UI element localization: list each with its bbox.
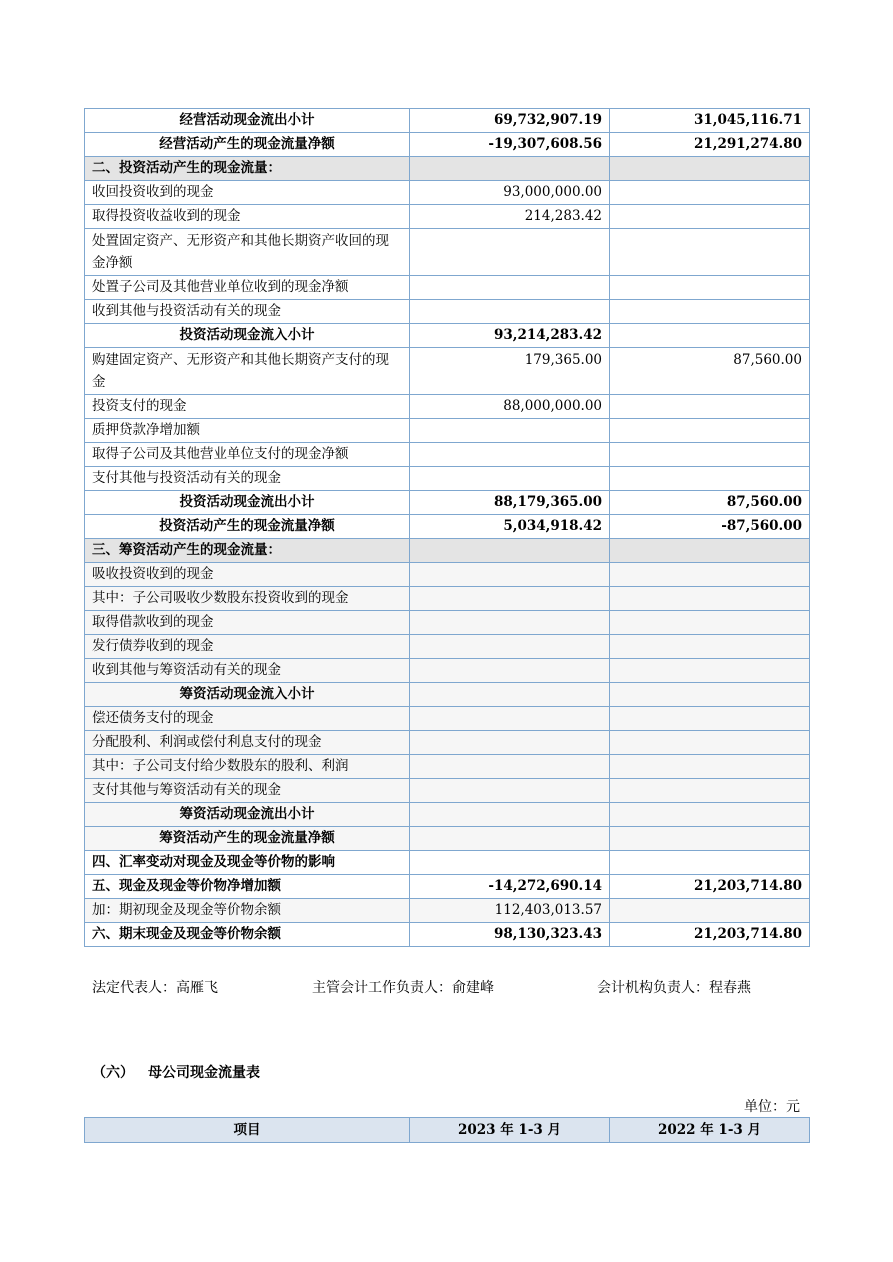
table-row	[85, 419, 810, 443]
table-row	[85, 348, 810, 395]
row-label: 五、现金及现金等价物净增加额	[85, 875, 410, 899]
value-2023-q1: 93,000,000.00	[410, 181, 610, 205]
table-row	[85, 779, 810, 803]
unit-label: 单位：元	[744, 1099, 800, 1115]
table-row	[85, 875, 810, 899]
row-label: 收回投资收到的现金	[85, 181, 410, 205]
value-2023-q1	[410, 539, 610, 563]
header-item: 项目	[85, 1118, 410, 1143]
table-row	[85, 395, 810, 419]
value-2023-q1	[410, 419, 610, 443]
row-label: 投资活动产生的现金流量净额	[85, 515, 410, 539]
value-2023-q1	[410, 443, 610, 467]
row-label: 投资活动现金流出小计	[85, 491, 410, 515]
value-2022-q1	[610, 229, 810, 276]
value-2022-q1	[610, 419, 810, 443]
row-label: 质押贷款净增加额	[85, 419, 410, 443]
row-label: 处置子公司及其他营业单位收到的现金净额	[85, 276, 410, 300]
value-2022-q1	[610, 611, 810, 635]
value-2023-q1: 88,000,000.00	[410, 395, 610, 419]
row-label: 三、筹资活动产生的现金流量：	[85, 539, 410, 563]
row-label: 处置固定资产、无形资产和其他长期资产收回的现金净额	[85, 229, 410, 276]
section-number: （六）	[92, 1065, 134, 1081]
table-row	[85, 755, 810, 779]
value-2022-q1	[610, 467, 810, 491]
table-row	[85, 109, 810, 133]
value-2022-q1	[610, 851, 810, 875]
value-2023-q1	[410, 276, 610, 300]
value-2022-q1	[610, 587, 810, 611]
accounting-org-head: 会计机构负责人：程春燕	[597, 980, 751, 996]
table-row	[85, 659, 810, 683]
section-title	[92, 1062, 260, 1082]
value-2022-q1	[610, 683, 810, 707]
value-2023-q1: -19,307,608.56	[410, 133, 610, 157]
row-label: 取得投资收益收到的现金	[85, 205, 410, 229]
table-row	[85, 324, 810, 348]
table-row	[85, 707, 810, 731]
value-2023-q1: 112,403,013.57	[410, 899, 610, 923]
row-label: 取得子公司及其他营业单位支付的现金净额	[85, 443, 410, 467]
row-label: 筹资活动现金流入小计	[85, 683, 410, 707]
value-2022-q1	[610, 539, 810, 563]
value-2022-q1	[610, 181, 810, 205]
value-2022-q1: 87,560.00	[610, 348, 810, 395]
value-2022-q1	[610, 300, 810, 324]
value-2023-q1	[410, 779, 610, 803]
value-2022-q1: 21,203,714.80	[610, 875, 810, 899]
value-2022-q1	[610, 205, 810, 229]
row-label: 其中：子公司支付给少数股东的股利、利润	[85, 755, 410, 779]
parent-cash-flow-header	[84, 1117, 810, 1143]
value-2023-q1	[410, 851, 610, 875]
value-2022-q1	[610, 803, 810, 827]
value-2022-q1	[610, 827, 810, 851]
value-2022-q1	[610, 395, 810, 419]
table-row	[85, 803, 810, 827]
value-2022-q1	[610, 779, 810, 803]
row-label: 支付其他与筹资活动有关的现金	[85, 779, 410, 803]
table-row	[85, 611, 810, 635]
row-label: 取得借款收到的现金	[85, 611, 410, 635]
value-2022-q1	[610, 731, 810, 755]
value-2023-q1	[410, 563, 610, 587]
value-2023-q1	[410, 707, 610, 731]
header-row	[85, 1118, 810, 1143]
value-2022-q1	[610, 563, 810, 587]
value-2022-q1: -87,560.00	[610, 515, 810, 539]
value-2023-q1	[410, 467, 610, 491]
accounting-head: 主管会计工作负责人：俞建峰	[312, 980, 494, 996]
row-label: 发行债券收到的现金	[85, 635, 410, 659]
value-2023-q1	[410, 755, 610, 779]
value-2023-q1	[410, 229, 610, 276]
table-row	[85, 491, 810, 515]
header-col1: 2023 年 1-3 月	[410, 1118, 610, 1143]
row-label: 其中：子公司吸收少数股东投资收到的现金	[85, 587, 410, 611]
value-2023-q1: 98,130,323.43	[410, 923, 610, 947]
value-2022-q1: 87,560.00	[610, 491, 810, 515]
value-2022-q1: 21,291,274.80	[610, 133, 810, 157]
row-label: 筹资活动产生的现金流量净额	[85, 827, 410, 851]
value-2022-q1	[610, 157, 810, 181]
value-2023-q1: -14,272,690.14	[410, 875, 610, 899]
table-row	[85, 827, 810, 851]
value-2023-q1: 93,214,283.42	[410, 324, 610, 348]
row-label: 收到其他与投资活动有关的现金	[85, 300, 410, 324]
table-row	[85, 731, 810, 755]
value-2023-q1: 214,283.42	[410, 205, 610, 229]
table-row	[85, 587, 810, 611]
legal-representative: 法定代表人：高雁飞	[92, 980, 218, 996]
table-row	[85, 635, 810, 659]
row-label: 收到其他与筹资活动有关的现金	[85, 659, 410, 683]
value-2022-q1	[610, 276, 810, 300]
value-2022-q1	[610, 755, 810, 779]
table-row	[85, 899, 810, 923]
row-label: 支付其他与投资活动有关的现金	[85, 467, 410, 491]
cash-flow-table-body	[85, 109, 810, 947]
row-label: 加：期初现金及现金等价物余额	[85, 899, 410, 923]
row-label: 筹资活动现金流出小计	[85, 803, 410, 827]
table-row	[85, 276, 810, 300]
table-row	[85, 157, 810, 181]
value-2023-q1	[410, 827, 610, 851]
value-2022-q1	[610, 899, 810, 923]
value-2022-q1	[610, 443, 810, 467]
value-2023-q1	[410, 803, 610, 827]
value-2023-q1	[410, 731, 610, 755]
row-label: 偿还债务支付的现金	[85, 707, 410, 731]
table-row	[85, 205, 810, 229]
table-row	[85, 133, 810, 157]
table-row	[85, 515, 810, 539]
value-2023-q1: 88,179,365.00	[410, 491, 610, 515]
row-label: 分配股利、利润或偿付利息支付的现金	[85, 731, 410, 755]
value-2023-q1: 179,365.00	[410, 348, 610, 395]
table-row	[85, 229, 810, 276]
value-2023-q1	[410, 683, 610, 707]
row-label: 投资支付的现金	[85, 395, 410, 419]
table-row	[85, 443, 810, 467]
value-2023-q1	[410, 659, 610, 683]
table-row	[85, 683, 810, 707]
row-label: 二、投资活动产生的现金流量：	[85, 157, 410, 181]
row-label: 购建固定资产、无形资产和其他长期资产支付的现金	[85, 348, 410, 395]
value-2023-q1	[410, 611, 610, 635]
row-label: 经营活动现金流出小计	[85, 109, 410, 133]
row-label: 六、期末现金及现金等价物余额	[85, 923, 410, 947]
value-2023-q1: 5,034,918.42	[410, 515, 610, 539]
value-2022-q1: 21,203,714.80	[610, 923, 810, 947]
value-2022-q1	[610, 324, 810, 348]
table-row	[85, 181, 810, 205]
value-2022-q1	[610, 707, 810, 731]
table-row	[85, 539, 810, 563]
table-row	[85, 923, 810, 947]
value-2023-q1	[410, 157, 610, 181]
table-row	[85, 851, 810, 875]
row-label: 经营活动产生的现金流量净额	[85, 133, 410, 157]
cash-flow-table	[84, 108, 810, 947]
value-2023-q1	[410, 587, 610, 611]
value-2023-q1	[410, 300, 610, 324]
row-label: 投资活动现金流入小计	[85, 324, 410, 348]
section-title-text: 母公司现金流量表	[148, 1065, 260, 1081]
table-row	[85, 467, 810, 491]
value-2023-q1	[410, 635, 610, 659]
row-label: 四、汇率变动对现金及现金等价物的影响	[85, 851, 410, 875]
table-row	[85, 300, 810, 324]
value-2022-q1: 31,045,116.71	[610, 109, 810, 133]
value-2022-q1	[610, 659, 810, 683]
row-label: 吸收投资收到的现金	[85, 563, 410, 587]
value-2022-q1	[610, 635, 810, 659]
table-row	[85, 563, 810, 587]
value-2023-q1: 69,732,907.19	[410, 109, 610, 133]
header-col2: 2022 年 1-3 月	[610, 1118, 810, 1143]
